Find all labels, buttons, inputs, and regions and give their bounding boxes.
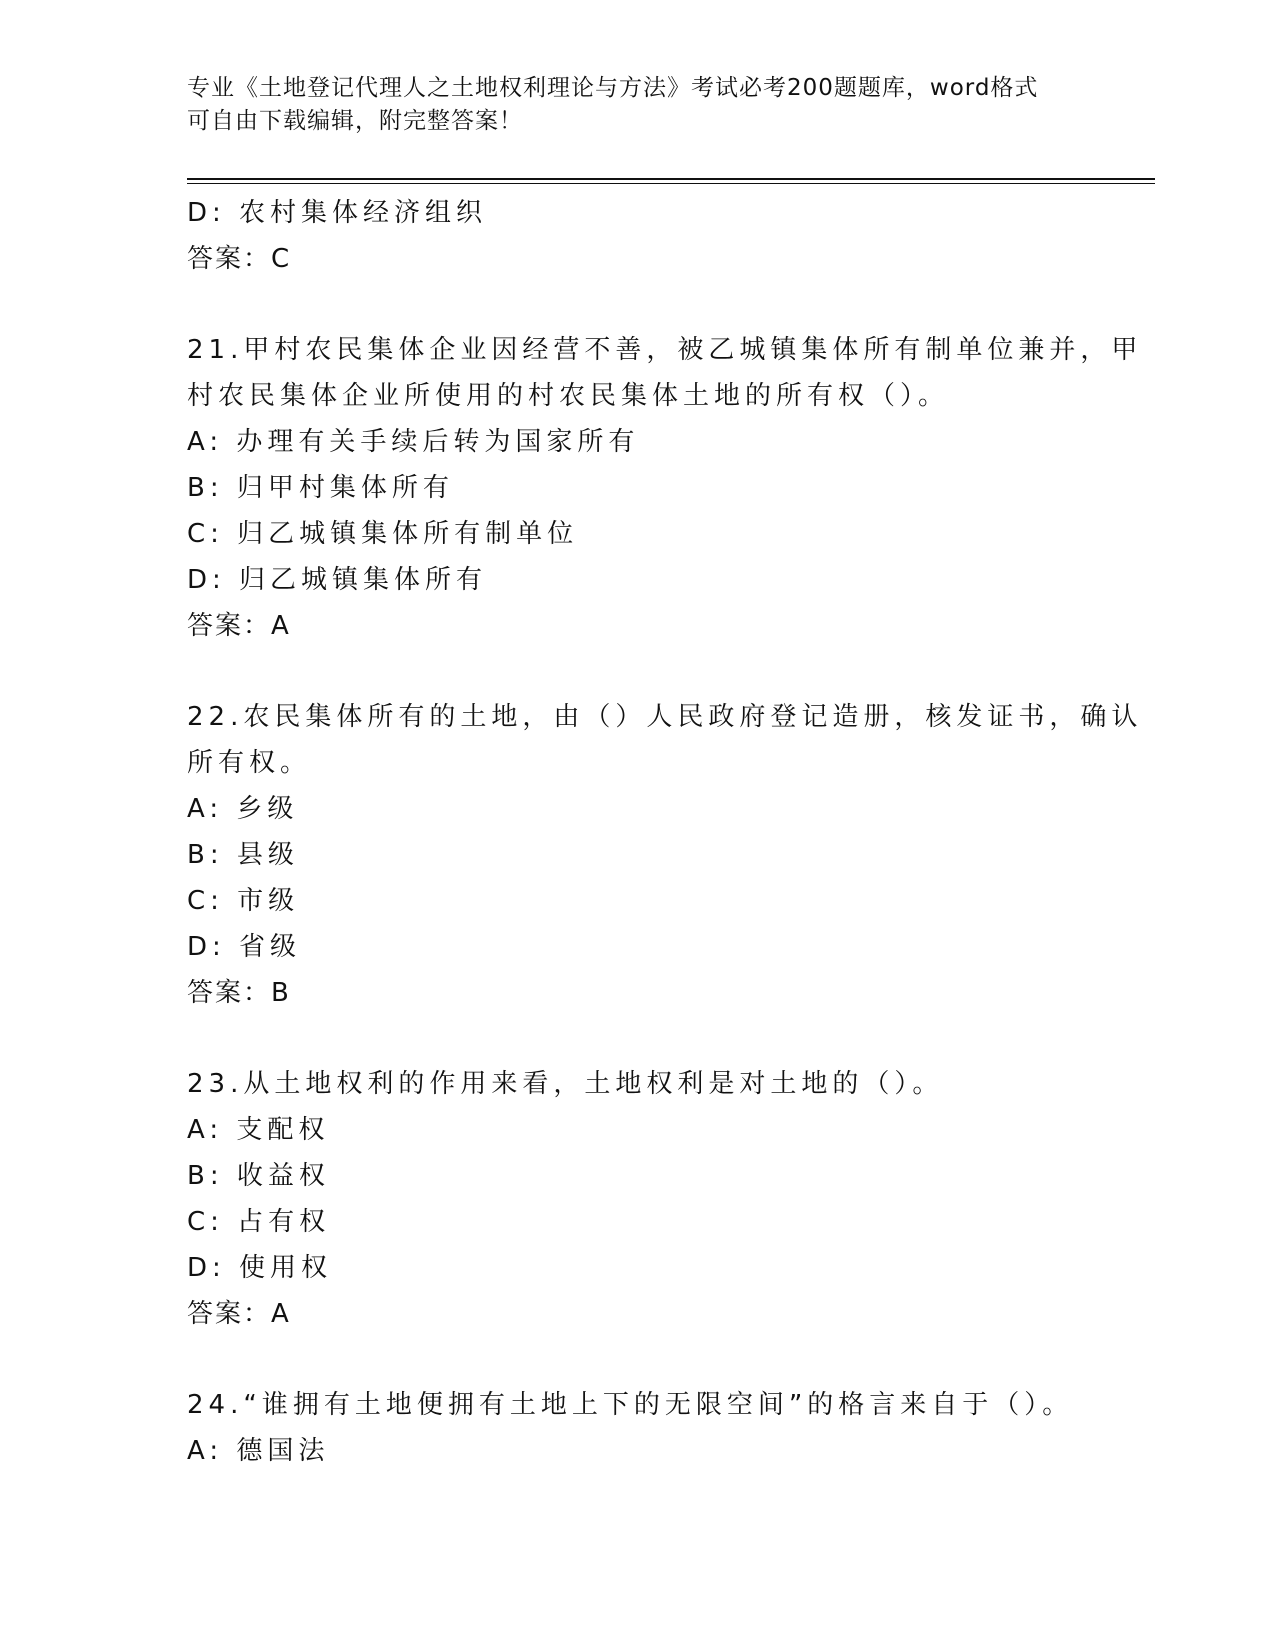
question-stem-continued: 村农民集体企业所使用的村农民集体土地的所有权（）。 [187, 381, 950, 411]
option-d: D: 省级 [187, 932, 302, 962]
option-c: C: 市级 [187, 886, 300, 916]
option-b: B: 归甲村集体所有 [187, 473, 454, 503]
spacer [187, 1337, 1087, 1382]
answer-line: 答案：A [187, 611, 291, 641]
previous-question-tail [187, 190, 1087, 282]
option-a: A: 德国法 [187, 1436, 330, 1466]
spacer [187, 649, 1087, 694]
header-title-line-2: 可自由下载编辑，附完整答案！ [187, 108, 523, 134]
option-b: B: 县级 [187, 840, 299, 870]
answer-line: 答案：B [187, 978, 291, 1008]
question-23 [187, 1061, 1087, 1337]
option-a: A: 乡级 [187, 794, 299, 824]
option-b: B: 收益权 [187, 1161, 330, 1191]
option-d: D: 归乙城镇集体所有 [187, 565, 488, 595]
answer-line: 答案：C [187, 244, 292, 274]
question-stem: 23.从土地权利的作用来看，土地权利是对土地的（）。 [187, 1069, 944, 1099]
spacer [187, 1016, 1087, 1061]
option-c: C: 占有权 [187, 1207, 331, 1237]
option-a: A: 支配权 [187, 1115, 330, 1145]
header-divider-thin [187, 183, 1155, 184]
header-title-line-1: 专业《土地登记代理人之土地权利理论与方法》考试必考200题题库，word格式 [187, 75, 1039, 101]
question-21 [187, 327, 1143, 649]
question-stem: 21.甲村农民集体企业因经营不善，被乙城镇集体所有制单位兼并，甲 [187, 335, 1143, 365]
question-list [187, 190, 1143, 1474]
question-stem: 22.农民集体所有的土地，由（）人民政府登记造册，核发证书，确认 [187, 702, 1143, 732]
header-divider-thick [187, 178, 1155, 180]
question-stem: 24.“谁拥有土地便拥有土地上下的无限空间”的格言来自于（）。 [187, 1390, 1074, 1420]
question-stem-continued: 所有权。 [187, 748, 312, 778]
spacer [187, 282, 1087, 327]
question-22 [187, 694, 1143, 1016]
option-d: D: 使用权 [187, 1253, 333, 1283]
answer-line: 答案：A [187, 1299, 291, 1329]
question-24 [187, 1382, 1087, 1474]
document-header [187, 72, 1067, 138]
option-a: A: 办理有关手续后转为国家所有 [187, 427, 640, 457]
option-d: D: 农村集体经济组织 [187, 198, 488, 228]
option-c: C: 归乙城镇集体所有制单位 [187, 519, 579, 549]
